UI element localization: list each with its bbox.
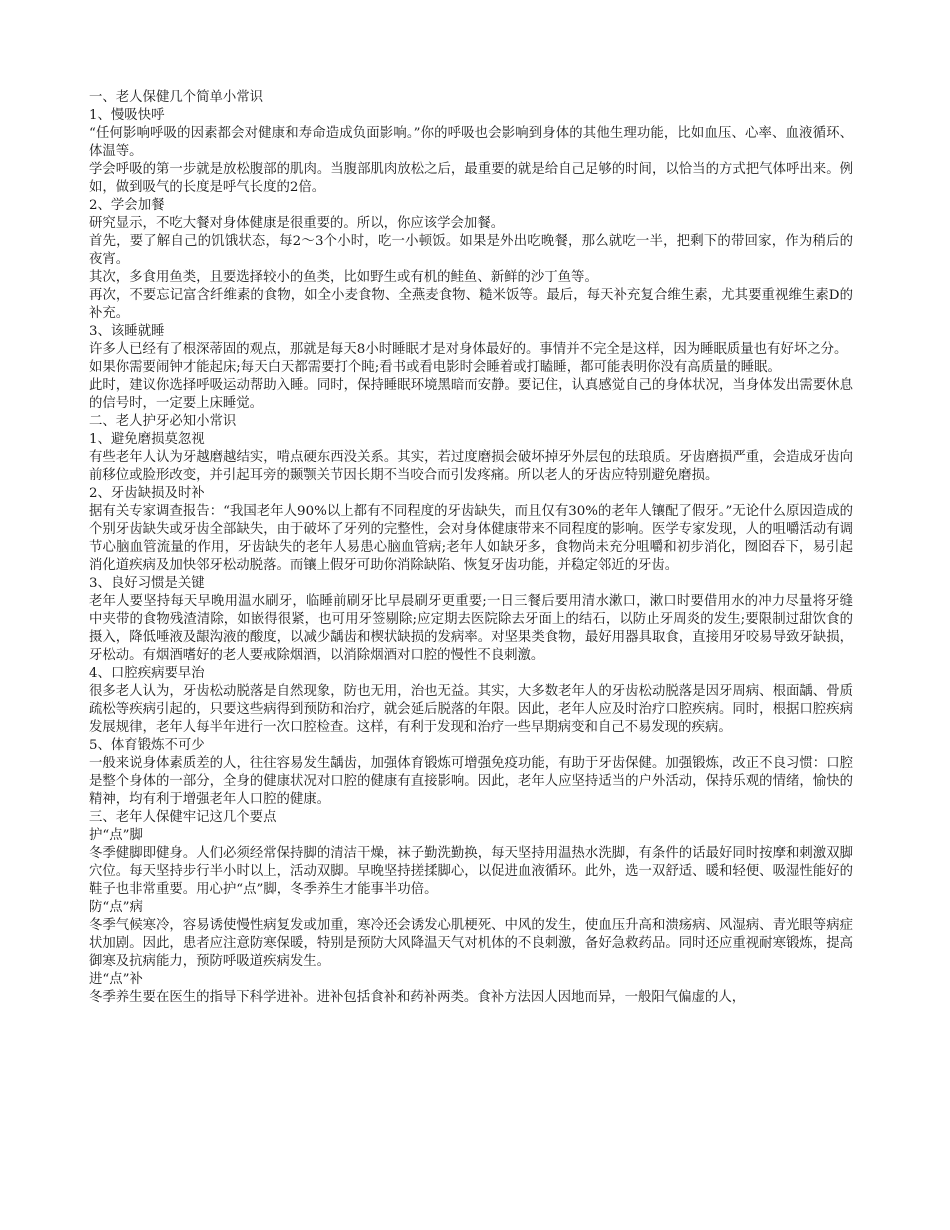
subsection-heading: 进“点”补 (89, 972, 143, 987)
document-body (89, 89, 853, 1007)
subsection-heading: 防“点”病 (89, 900, 143, 915)
paragraph: 冬季气候寒冷，容易诱使慢性病复发或加重，寒冷还会诱发心肌梗死、中风的发生，使血压升高和溃疡病、风湿病、青光眼等病症状加剧。因此，患者应注意防寒保暖，特别是预防大风降温天气对机体的不良刺激，备好急救药品。同时还应重视耐寒锻炼，提高御寒及抗病能力，预防呼吸道疾病发生。 (89, 918, 853, 969)
subsection-heading: 3、该睡就睡 (89, 324, 165, 339)
section-heading: 一、老人保健几个简单小常识 (89, 90, 264, 105)
section-heading: 二、老人护牙必知小常识 (89, 414, 237, 429)
paragraph: 很多老人认为，牙齿松动脱落是自然现象，防也无用，治也无益。其实，大多数老年人的牙齿松动脱落是因牙周病、根面龋、骨质疏松等疾病引起的，只要这些病得到预防和治疗，就会延后脱落的年限。因此，老年人应及时治疗口腔疾病。同时，根据口腔疾病发展规律，老年人每半年进行一次口腔检查。这样，有利于发现和治疗一些早期病变和自己不易发现的疾病。 (89, 684, 853, 735)
paragraph: 老年人要坚持每天早晚用温水刷牙，临睡前刷牙比早晨刷牙更重要;一日三餐后要用清水漱口，漱口时要借用水的冲力尽量将牙缝中夹带的食物残渣清除，如嵌得很紧，也可用牙签剔除;应定期去医院除去牙面上的结石，以防止牙周炎的发生;要限制过甜饮食的摄入，降低唾液及龈沟液的酸度，以减少龋齿和楔状缺损的发病率。对坚果类食物，最好用器具取食，直接用牙咬易导致牙缺损，牙松动。有烟酒嗜好的老人要戒除烟酒，以消除烟酒对口腔的慢性不良刺激。 (89, 594, 853, 663)
paragraph: 此时，建议你选择呼吸运动帮助入睡。同时，保持睡眠环境黑暗而安静。要记住，认真感觉自己的身体状况，当身体发出需要休息的信号时，一定要上床睡觉。 (89, 378, 853, 411)
subsection-heading: 护“点”脚 (89, 828, 143, 843)
paragraph: “任何影响呼吸的因素都会对健康和寿命造成负面影响。”你的呼吸也会影响到身体的其他生理功能，比如血压、心率、血液循环、体温等。 (89, 126, 853, 159)
paragraph: 如果你需要闹钟才能起床;每天白天都需要打个盹;看书或看电影时会睡着或打瞌睡，都可能表明你没有高质量的睡眠。 (89, 360, 781, 375)
subsection-heading: 3、良好习惯是关键 (89, 576, 205, 591)
paragraph: 据有关专家调查报告：“我国老年人90%以上都有不同程度的牙齿缺失，而且仅有30%的老年人镶配了假牙。”无论什么原因造成的个别牙齿缺失或牙齿全部缺失，由于破坏了牙列的完整性，会对身体健康带来不同程度的影响。医学专家发现，人的咀嚼活动有调节心脑血管流量的作用，牙齿缺失的老年人易患心脑血管病;老年人如缺牙多，食物尚未充分咀嚼和初步消化，囫囵吞下，易引起消化道疾病及加快邻牙松动脱落。而镶上假牙可助你消除缺陷、恢复牙齿功能，并稳定邻近的牙齿。 (89, 504, 853, 573)
subsection-heading: 5、体育锻炼不可少 (89, 738, 205, 753)
subsection-heading: 1、慢吸快呼 (89, 108, 165, 123)
paragraph: 有些老年人认为牙越磨越结实，啃点硬东西没关系。其实，若过度磨损会破坏掉牙外层包的珐琅质。牙齿磨损严重，会造成牙齿向前移位或脸形改变，并引起耳旁的颞颚关节因长期不当咬合而引发疼痛。所以老人的牙齿应特别避免磨损。 (89, 450, 853, 483)
paragraph: 再次，不要忘记富含纤维素的食物，如全小麦食物、全燕麦食物、糙米饭等。最后，每天补充复合维生素，尤其要重视维生素D的补充。 (89, 288, 853, 321)
subsection-heading: 2、牙齿缺损及时补 (89, 486, 205, 501)
paragraph: 许多人已经有了根深蒂固的观点，那就是每天8小时睡眠才是对身体最好的。事情并不完全是这样，因为睡眠质量也有好坏之分。 (89, 342, 848, 357)
paragraph: 其次，多食用鱼类，且要选择较小的鱼类，比如野生或有机的鲑鱼、新鲜的沙丁鱼等。 (89, 270, 598, 285)
paragraph: 一般来说身体素质差的人，往往容易发生龋齿，加强体育锻炼可增强免疫功能，有助于牙齿保健。加强锻炼，改正不良习惯：口腔是整个身体的一部分，全身的健康状况对口腔的健康有直接影响。因此，老年人应坚持适当的户外活动，保持乐观的情绪，愉快的精神，均有利于增强老年人口腔的健康。 (89, 756, 853, 807)
paragraph: 研究显示，不吃大餐对身体健康是很重要的。所以，你应该学会加餐。 (89, 216, 505, 231)
paragraph: 学会呼吸的第一步就是放松腹部的肌肉。当腹部肌肉放松之后，最重要的就是给自己足够的时间，以恰当的方式把气体呼出来。例如，做到吸气的长度是呼气长度的2倍。 (89, 162, 853, 195)
paragraph: 冬季养生要在医生的指导下科学进补。进补包括食补和药补两类。食补方法因人因地而异，一般阳气偏虚的人， (89, 990, 746, 1005)
subsection-heading: 1、避免磨损莫忽视 (89, 432, 205, 447)
paragraph: 首先，要了解自己的饥饿状态，每2～3个小时，吃一小顿饭。如果是外出吃晚餐，那么就吃一半，把剩下的带回家，作为稍后的夜宵。 (89, 234, 853, 267)
subsection-heading: 2、学会加餐 (89, 198, 165, 213)
subsection-heading: 4、口腔疾病要早治 (89, 666, 205, 681)
section-heading: 三、老年人保健牢记这几个要点 (89, 810, 277, 825)
paragraph: 冬季健脚即健身。人们必须经常保持脚的清洁干燥，袜子勤洗勤换，每天坚持用温热水洗脚，有条件的话最好同时按摩和刺激双脚穴位。每天坚持步行半小时以上，活动双脚。早晚坚持搓揉脚心，以促进血液循环。此外，选一双舒适、暖和轻便、吸湿性能好的鞋子也非常重要。用心护“点”脚，冬季养生才能事半功倍。 (89, 846, 853, 897)
